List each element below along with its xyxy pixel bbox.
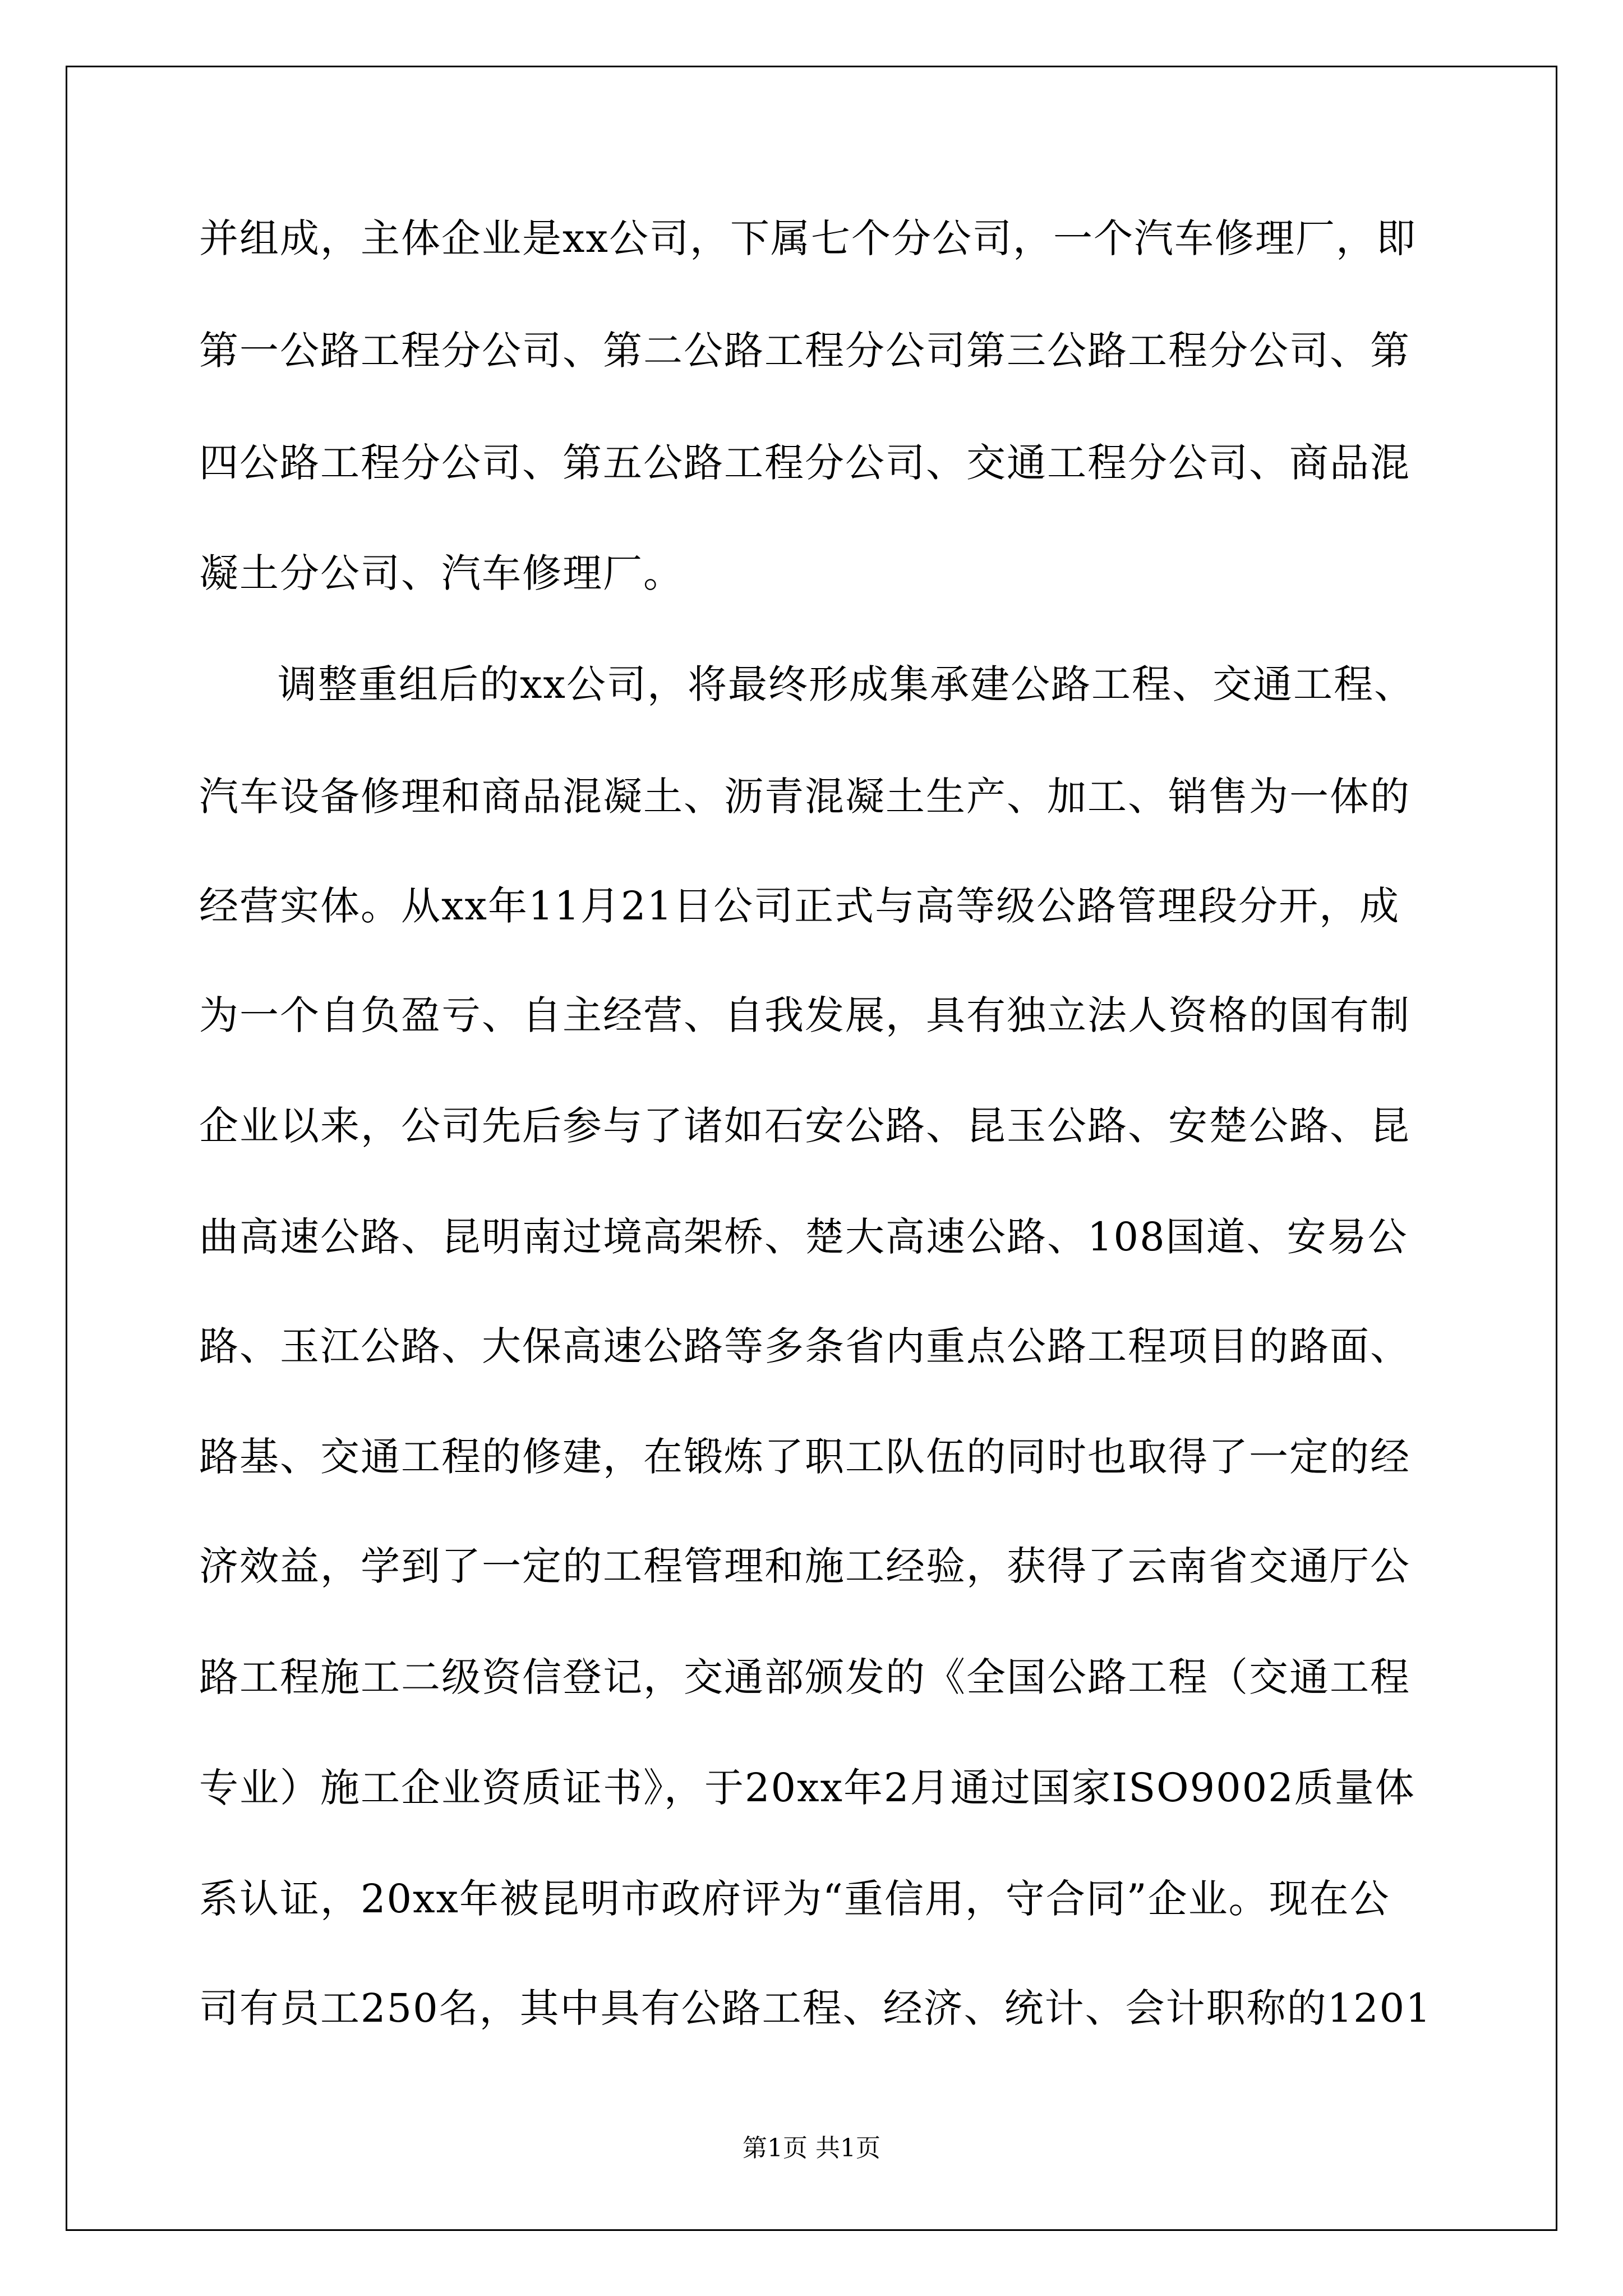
text-line: 为一个自负盈亏、自主经营、自我发展，具有独立法人资格的国有制 <box>199 992 1410 1038</box>
text-line: 四公路工程分公司、第五公路工程分公司、交通工程分公司、商品混 <box>199 440 1410 486</box>
text-line: 系认证，20xx年被昆明市政府评为“重信用，守合同”企业。现在公 <box>199 1876 1390 1922</box>
text-line: 调整重组后的xx公司，将最终形成集承建公路工程、交通工程、 <box>278 661 1414 707</box>
text-line: 并组成，主体企业是xx公司，下属七个分公司，一个汽车修理厂，即 <box>199 215 1417 261</box>
text-line: 路、玉江公路、大保高速公路等多条省内重点公路工程项目的路面、 <box>199 1323 1410 1369</box>
text-line: 企业以来，公司先后参与了诸如石安公路、昆玉公路、安楚公路、昆 <box>199 1103 1410 1149</box>
text-line: 凝土分公司、汽车修理厂。 <box>199 550 684 596</box>
text-line: 曲高速公路、昆明南过境高架桥、楚大高速公路、108国道、安易公 <box>199 1214 1408 1260</box>
text-line: 第一公路工程分公司、第二公路工程分公司第三公路工程分公司、第 <box>199 328 1410 374</box>
text-line: 专业）施工企业资质证书》，于20xx年2月通过国家ISO9002质量体 <box>199 1765 1415 1811</box>
text-line: 司有员工250名，其中具有公路工程、经济、统计、会计职称的1201 <box>199 1985 1432 2031</box>
page-number-footer: 第1页 共1页 <box>743 2134 880 2162</box>
text-line: 路基、交通工程的修建，在锻炼了职工队伍的同时也取得了一定的经 <box>199 1434 1410 1480</box>
text-line: 路工程施工二级资信登记，交通部颁发的《全国公路工程（交通工程 <box>199 1654 1410 1700</box>
text-line: 济效益，学到了一定的工程管理和施工经验，获得了云南省交通厅公 <box>199 1543 1410 1589</box>
text-line: 经营实体。从xx年11月21日公司正式与高等级公路管理段分开，成 <box>199 883 1400 929</box>
text-line: 汽车设备修理和商品混凝土、沥青混凝土生产、加工、销售为一体的 <box>199 774 1410 820</box>
